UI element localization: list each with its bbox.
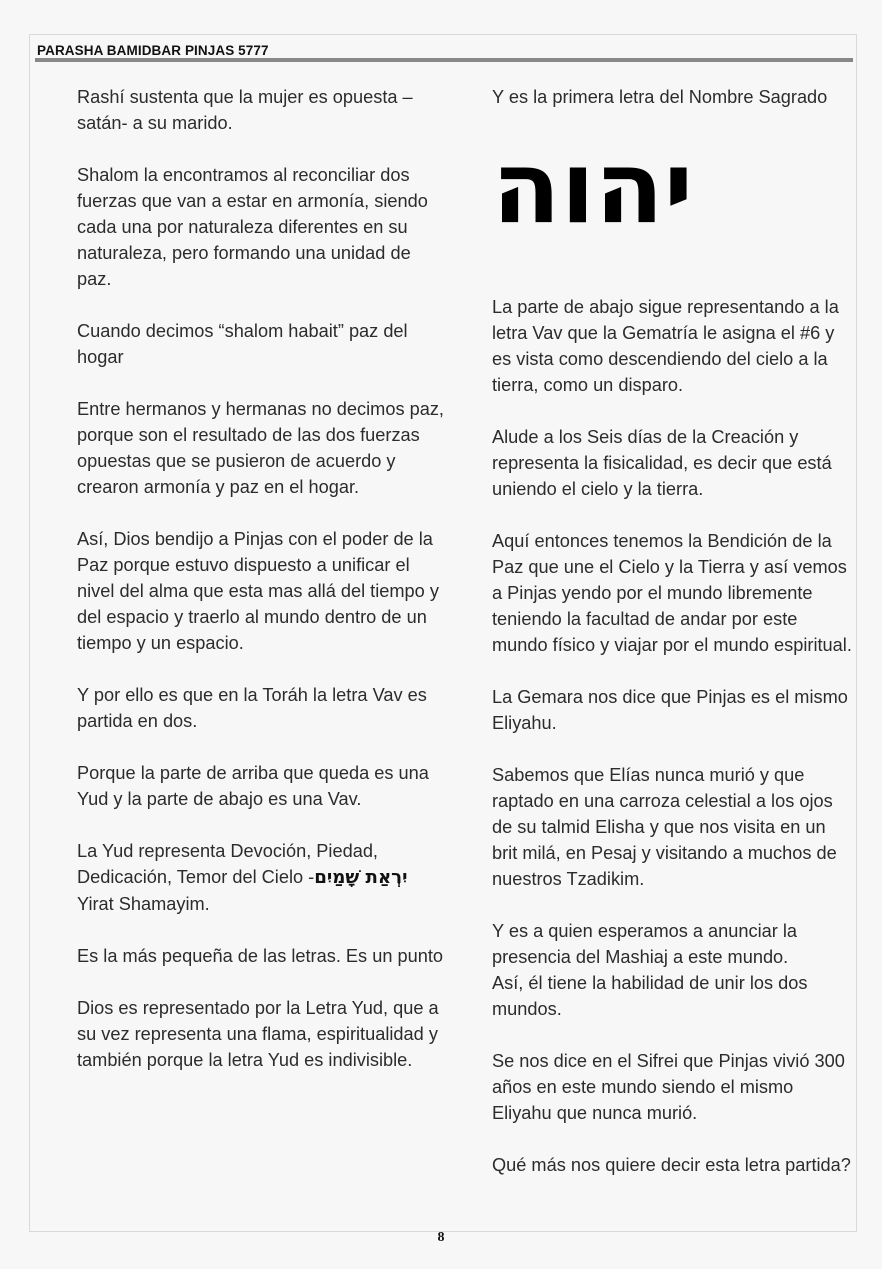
paragraph-text: Yirat Shamayim. bbox=[77, 894, 210, 914]
page-header-title: PARASHA BAMIDBAR PINJAS 5777 bbox=[37, 43, 269, 58]
page-number: 8 bbox=[437, 1230, 445, 1245]
paragraph-text: Y es a quien esperamos a anunciar la presencia del Mashiaj a este mundo. bbox=[492, 921, 798, 967]
paragraph bbox=[492, 918, 852, 1022]
paragraph: Entre hermanos y hermanas no decimos paz, porque son el resultado de las dos fuerzas opuestas que se pusieron de acuerdo y crearon armonía y paz en el hogar. bbox=[77, 399, 444, 497]
paragraph: Y por ello es que en la Toráh la letra Vav es partida en dos. bbox=[77, 685, 427, 731]
paragraph: Es la más pequeña de las letras. Es un punto bbox=[77, 946, 443, 966]
header-rule bbox=[35, 58, 853, 62]
paragraph: La Gemara nos dice que Pinjas es el mismo Eliyahu. bbox=[492, 687, 848, 733]
hebrew-phrase: יִרְאַת שָׁמַיִם bbox=[314, 867, 408, 888]
paragraph: Así, Dios bendijo a Pinjas con el poder de la Paz porque estuvo dispuesto a unificar el nivel del alma que esta mas allá del tiempo y del espacio y traerlo al mundo dentro de un tiempo y un espacio. bbox=[77, 529, 439, 653]
paragraph: La parte de abajo sigue representando a la letra Vav que la Gematría le asigna el #6 y es vista como descendiendo del cielo a la tierra, como un disparo. bbox=[492, 297, 839, 395]
paragraph: Aquí entonces tenemos la Bendición de la Paz que une el Cielo y la Tierra y así vemos a Pinjas yendo por el mundo libremente teniendo la facultad de andar por este mundo físico y viajar por el mundo espiritual. bbox=[492, 531, 852, 655]
paragraph: Sabemos que Elías nunca murió y que raptado en una carroza celestial a los ojos de su talmid Elisha y que nos visita en un brit milá, en Pesaj y visitando a muchos de nuestros Tzadikim. bbox=[492, 765, 837, 889]
divine-name-hebrew: יהוה bbox=[492, 129, 694, 246]
paragraph: Alude a los Seis días de la Creación y representa la fisicalidad, es decir que está uniendo el cielo y la tierra. bbox=[492, 427, 832, 499]
paragraph: Se nos dice en el Sifrei que Pinjas vivió 300 años en este mundo siendo el mismo Eliyahu que nunca murió. bbox=[492, 1051, 845, 1123]
paragraph-yirat-shamayim bbox=[77, 838, 447, 917]
paragraph: Dios es representado por la Letra Yud, que a su vez representa una flama, espiritualidad y también porque la letra Yud es indivisible. bbox=[77, 998, 439, 1070]
paragraph: Qué más nos quiere decir esta letra partida? bbox=[492, 1155, 851, 1175]
paragraph-text: La Yud representa Devoción, Piedad, Dedicación, Temor del Cielo - bbox=[77, 841, 378, 887]
paragraph: Porque la parte de arriba que queda es una Yud y la parte de abajo es una Vav. bbox=[77, 763, 429, 809]
left-column bbox=[77, 84, 447, 1099]
paragraph: Shalom la encontramos al reconciliar dos fuerzas que van a estar en armonía, siendo cada una por naturaleza diferentes en su naturaleza, pero formando una unidad de paz. bbox=[77, 165, 428, 289]
paragraph: Y es la primera letra del Nombre Sagrado bbox=[492, 87, 828, 107]
right-column bbox=[492, 84, 852, 1204]
paragraph-text: Así, él tiene la habilidad de unir los dos mundos. bbox=[492, 973, 808, 1019]
paragraph: Rashí sustenta que la mujer es opuesta – satán- a su marido. bbox=[77, 87, 413, 133]
paragraph: Cuando decimos “shalom habait” paz del hogar bbox=[77, 321, 408, 367]
